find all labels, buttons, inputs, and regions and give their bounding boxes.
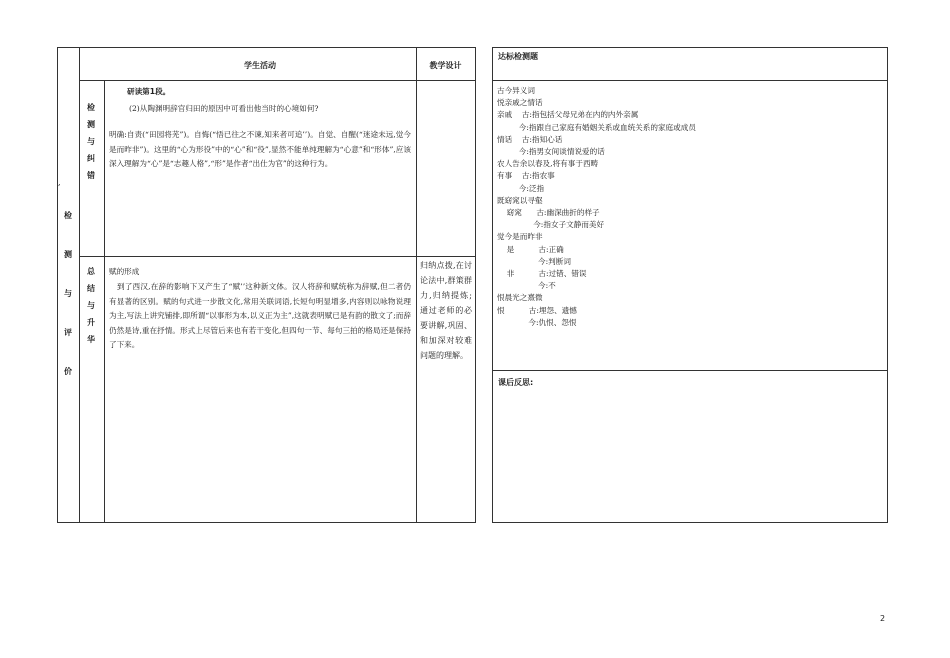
main-section-char: 评: [64, 328, 72, 337]
sub-section-char: 纠: [87, 154, 95, 163]
vocab-line: 古今异义词: [497, 86, 535, 95]
row2-body: 到了西汉,在辞的影响下又产生了“赋’’这种新文体。汉人将辞和赋统称为辞赋,但二者仍有显著的区别。赋的句式进一步散文化,常用关联词语,长短句明显增多,内容则以咏物说理为主,写法上讲究铺排,即所谓“以事形为本,以义正为主”,这就表明赋已是有韵的散文了;而辞仍然是诗,重在抒情。形式上尽管后来也有若干变化,但四句一节、每句三拍的格局还是保持了下来。: [109, 282, 411, 349]
sub-section-char: 检: [87, 103, 95, 112]
vocab-line: 非 古:过错、错误: [497, 269, 587, 279]
sub-section-char: 升: [87, 318, 95, 327]
vocab-line: 农人告余以春及,将有事于西畴: [497, 159, 599, 169]
main-section-char: 检: [64, 211, 72, 220]
vocab-line: 亲戚 古:指包括父母兄弟在内的内外亲属: [497, 110, 639, 120]
vocab-line: 是 古:正确: [497, 244, 564, 254]
right-table-right-border: [887, 47, 888, 522]
right-header-bottom-border: [492, 80, 888, 81]
sub-section-char: 华: [87, 335, 95, 344]
sub-section-char: 测: [87, 120, 95, 129]
header-teaching-design: 教学设计: [429, 61, 462, 70]
vocab-line: 今:指女子文静而美好: [497, 220, 605, 230]
vocab-line: 觉今是而昨非: [497, 232, 543, 242]
right-table-top-border: [492, 47, 888, 48]
left-table-right-border: [475, 47, 476, 522]
reflection-label: 课后反思:: [498, 378, 534, 387]
vocab-line: 今:指跟自己家庭有婚姻关系或血统关系的家庭或成员: [497, 122, 696, 132]
left-col-divider-3: [416, 47, 417, 522]
vocab-line: 恨 古:埋怨、遗憾: [497, 305, 577, 315]
sub-section-char: 与: [87, 301, 95, 310]
sub-section-char: 与: [87, 137, 95, 146]
vocab-line: 悦亲戚之情话: [497, 98, 543, 108]
row1-answer: 明确:自责(“田园将芜”)。自悔(“悟已往之不谏,知来者可追’’)。自觉、自醒(“迷途未远,觉今是而昨非”)。这里的“心为形役”中的“心”和“役”,显然不能单纯理解为“心意”和“形体”,应该深入理解为“心”是“志趣人格”,“形”是作者“出仕为官”的这种行为。: [109, 130, 411, 168]
main-section-char: 测: [64, 250, 72, 259]
stray-mark: ,: [58, 178, 61, 187]
right-table-left-border: [492, 47, 493, 522]
left-table-top-border: [57, 47, 476, 48]
right-table-bottom-border: [492, 522, 888, 523]
vocab-line: 恨晨光之熹微: [497, 293, 543, 303]
left-table-left-border: [57, 47, 58, 522]
vocab-line: 今:仇恨、怨恨: [497, 317, 577, 327]
row2-title: 赋的形成: [109, 267, 140, 276]
row1-question: (2)从陶渊明辞官归田的原因中可看出他当时的心境如何?: [129, 104, 319, 113]
right-row-divider: [492, 370, 888, 371]
sub-section-char: 总: [87, 267, 95, 276]
sub-section-label-summary: [84, 268, 98, 353]
main-section-char: 与: [64, 289, 72, 298]
header-assessment: 达标检测题: [498, 52, 538, 61]
sub-section-char: 错: [87, 171, 95, 180]
main-section-char: 价: [64, 367, 72, 376]
left-col-divider-2: [104, 80, 105, 522]
sub-section-char: 结: [87, 284, 95, 293]
left-col-divider-1: [79, 47, 80, 522]
vocab-line: 情话 古:指知心话: [497, 134, 563, 144]
vocab-line: 今:泛指: [497, 183, 545, 193]
main-section-label: [61, 212, 75, 388]
row2-design-note: 归纳点拨,在讨论法中,群策群力,归纳提炼;通过老师的必要讲解,巩固、和加深对较难问题的理解。: [420, 261, 472, 360]
vocab-list: [497, 85, 882, 329]
sub-section-label-check: [84, 104, 98, 189]
left-table-bottom-border: [57, 522, 476, 523]
row1-title: 研读第1段。: [127, 87, 171, 96]
vocab-line: 有事 古:指农事: [497, 171, 555, 181]
page-number: 2: [880, 614, 886, 623]
header-student-activity: 学生活动: [244, 61, 276, 70]
vocab-line: 既窈窕以寻壑: [497, 195, 543, 205]
vocab-line: 窈窕 古:幽深曲折的样子: [497, 208, 600, 218]
vocab-line: 今:判断词: [497, 256, 571, 266]
vocab-line: 今:不: [497, 281, 556, 291]
vocab-line: 今:指男女间谈情说爱的话: [497, 147, 605, 157]
